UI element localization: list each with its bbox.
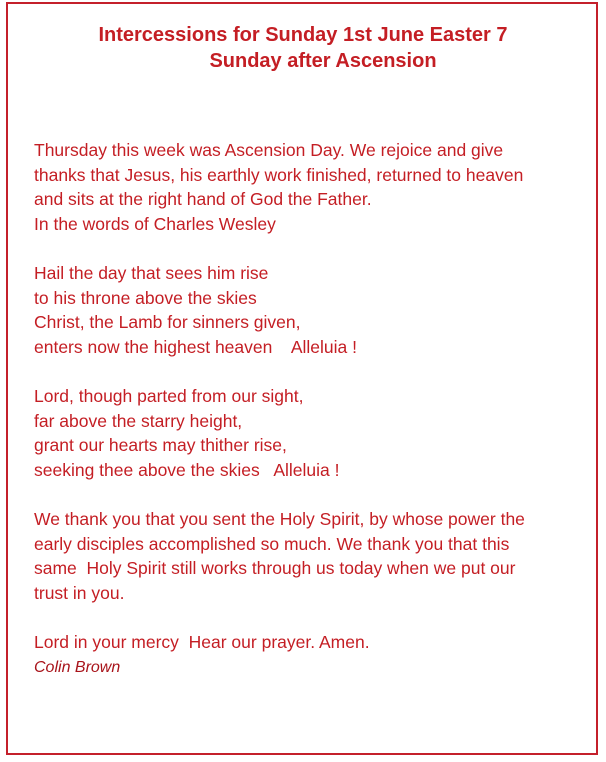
text-line: same Holy Spirit still works through us today when we put our: [34, 558, 516, 579]
text-line: trust in you.: [34, 582, 125, 603]
text-line: far above the starry height,: [34, 410, 243, 431]
text-line: thanks that Jesus, his earthly work finished, returned to heaven: [34, 164, 524, 185]
text-line: to his throne above the skies: [34, 287, 257, 308]
text-line: and sits at the right hand of God the Father.: [34, 189, 372, 210]
text-line: grant our hearts may thither rise,: [34, 435, 287, 456]
hymn-verse-1: [34, 261, 584, 359]
intercession-body: [34, 138, 584, 679]
text-line: Thursday this week was Ascension Day. We rejoice and give: [34, 140, 504, 160]
text-line: Hail the day that sees him rise: [34, 262, 269, 283]
author-signature: Colin Brown: [34, 659, 121, 676]
text-line: Christ, the Lamb for sinners given,: [34, 312, 301, 333]
text-line: enters now the highest heaven Alleluia !: [34, 336, 357, 357]
paragraph-holy-spirit: [34, 507, 584, 605]
text-line: We thank you that you sent the Holy Spirit, by whose power the: [34, 508, 525, 529]
title-line-1: Intercessions for Sunday 1st June Easter 7: [98, 24, 508, 46]
text-line: Lord, though parted from our sight,: [34, 385, 304, 406]
text-line: early disciples accomplished so much. We thank you that this: [34, 533, 510, 554]
hymn-verse-2: [34, 384, 584, 482]
text-line: In the words of Charles Wesley: [34, 213, 276, 234]
closing-response: [34, 630, 584, 655]
page-title: [0, 22, 606, 74]
title-line-2: Sunday after Ascension: [209, 50, 437, 72]
paragraph-ascension-intro: [34, 138, 584, 236]
text-line: seeking thee above the skies Alleluia !: [34, 459, 340, 480]
text-line: Lord in your mercy Hear our prayer. Amen.: [34, 631, 370, 652]
